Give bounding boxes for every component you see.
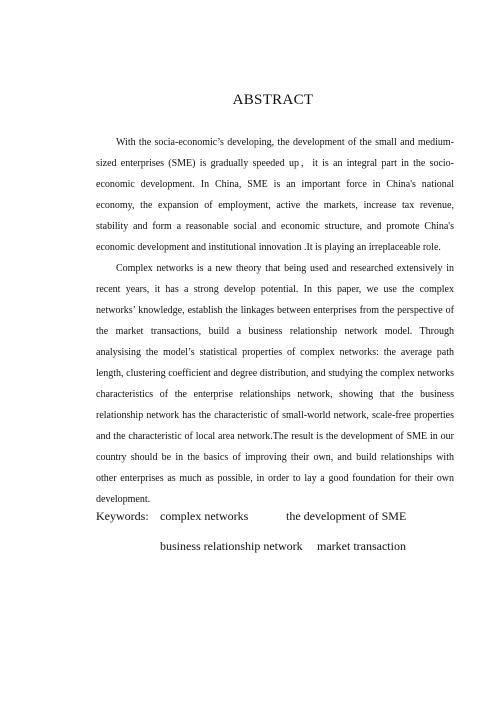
abstract-paragraph-1: With the socia-economic’s developing, the development of the small and medium-sized enterprises (SME) is gradually speeded up，it is an integral part in the socio-economic development. In China, SME is an important force in China's national economy, the expansion of employment, active the markets, increase tax revenue, stability and form a reasonable social and economic structure, and promote China's economic development and institutional innovation .It is playing an irreplaceable role. xyxy=(96,137,454,253)
keyword-item: the development of SME xyxy=(286,509,407,523)
abstract-paragraph-2: Complex networks is a new theory that being used and researched extensively in recent years, it has a strong develop potential. In this paper, we use the complex networks’ knowledge, establish the linkages between enterprises from the perspective of the market transactions, build a business relationship network model. Through analysising the model’s statistical properties of complex networks: the average path length, clustering coefficient and degree distribution, and studying the complex networks characteristics of the enterprise relationships network, showing that the business relationship network has the characteristic of small-world network, scale-free properties and the characteristic of local area network.The result is the development of SME in our country should be in the basics of improving their own, and build relationships with other enterprises as much as possible, in order to lay a good foundation for their own development. xyxy=(96,263,454,505)
keyword-item: business relationship network xyxy=(160,539,303,553)
keywords-label: Keywords: xyxy=(96,509,149,523)
abstract-title: ABSTRACT xyxy=(232,92,314,108)
keywords-row xyxy=(96,509,456,553)
keyword-item: complex networks xyxy=(160,509,249,523)
abstract-body xyxy=(96,132,454,510)
keywords-section xyxy=(96,509,456,553)
keyword-item: market transaction xyxy=(317,539,406,553)
